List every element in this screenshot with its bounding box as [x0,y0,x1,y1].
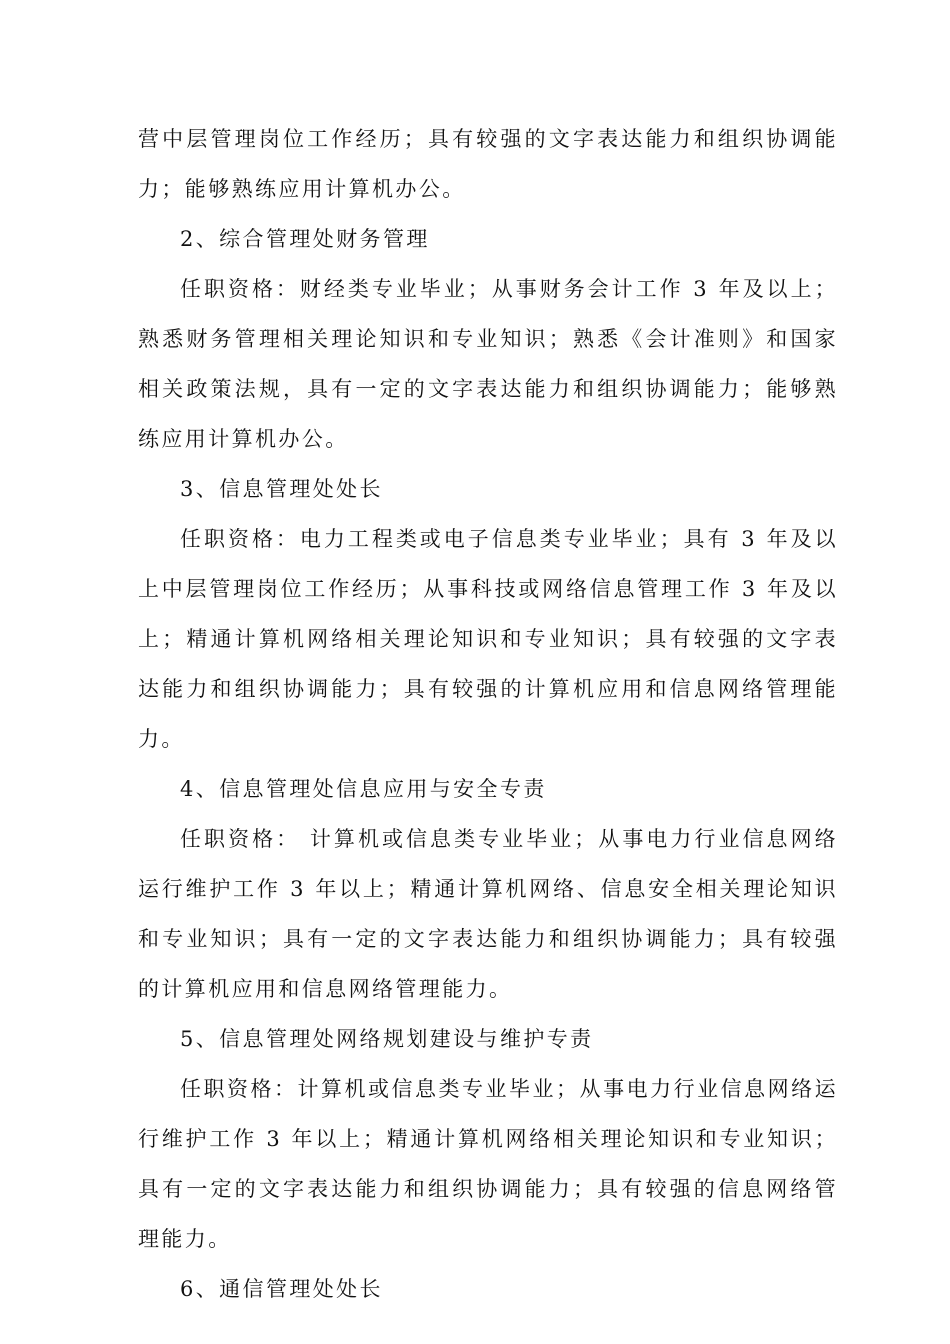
section-heading-comm-director: 6、通信管理处处长 [180,1277,383,1301]
qualification-finance-manager: 任职资格：财经类专业毕业；从事财务会计工作 3 年及以上；熟悉财务管理相关理论知识和专业知识；熟悉《会计准则》和国家相关政策法规，具有一定的文字表达能力和组织协调能力；能够熟练应用计算机办公。 [138,277,838,451]
section-heading-network-planning: 5、信息管理处网络规划建设与维护专责 [180,1027,594,1051]
section-heading-info-director: 3、信息管理处处长 [180,477,383,501]
section-heading-finance-manager: 2、综合管理处财务管理 [180,227,430,251]
qualification-info-director: 任职资格：电力工程类或电子信息类专业毕业；具有 3 年及以上中层管理岗位工作经历；从事科技或网络信息管理工作 3 年及以上；精通计算机网络相关理论知识和专业知识；具有较强的文字表达能力和组织协调能力；具有较强的计算机应用和信息网络管理能力。 [138,527,838,751]
paragraph-continuation: 营中层管理岗位工作经历；具有较强的文字表达能力和组织协调能力；能够熟练应用计算机办公。 [138,127,838,201]
qualification-network-planning: 任职资格：计算机或信息类专业毕业；从事电力行业信息网络运行维护工作 3 年以上；精通计算机网络相关理论知识和专业知识；具有一定的文字表达能力和组织协调能力；具有较强的信息网络管理能力。 [138,1077,838,1251]
section-heading-info-security: 4、信息管理处信息应用与安全专责 [180,777,547,801]
qualification-info-security: 任职资格： 计算机或信息类专业毕业；从事电力行业信息网络运行维护工作 3 年以上；精通计算机网络、信息安全相关理论知识和专业知识；具有一定的文字表达能力和组织协调能力；具有较强的计算机应用和信息网络管理能力。 [138,827,838,1001]
document-body [138,114,838,1314]
